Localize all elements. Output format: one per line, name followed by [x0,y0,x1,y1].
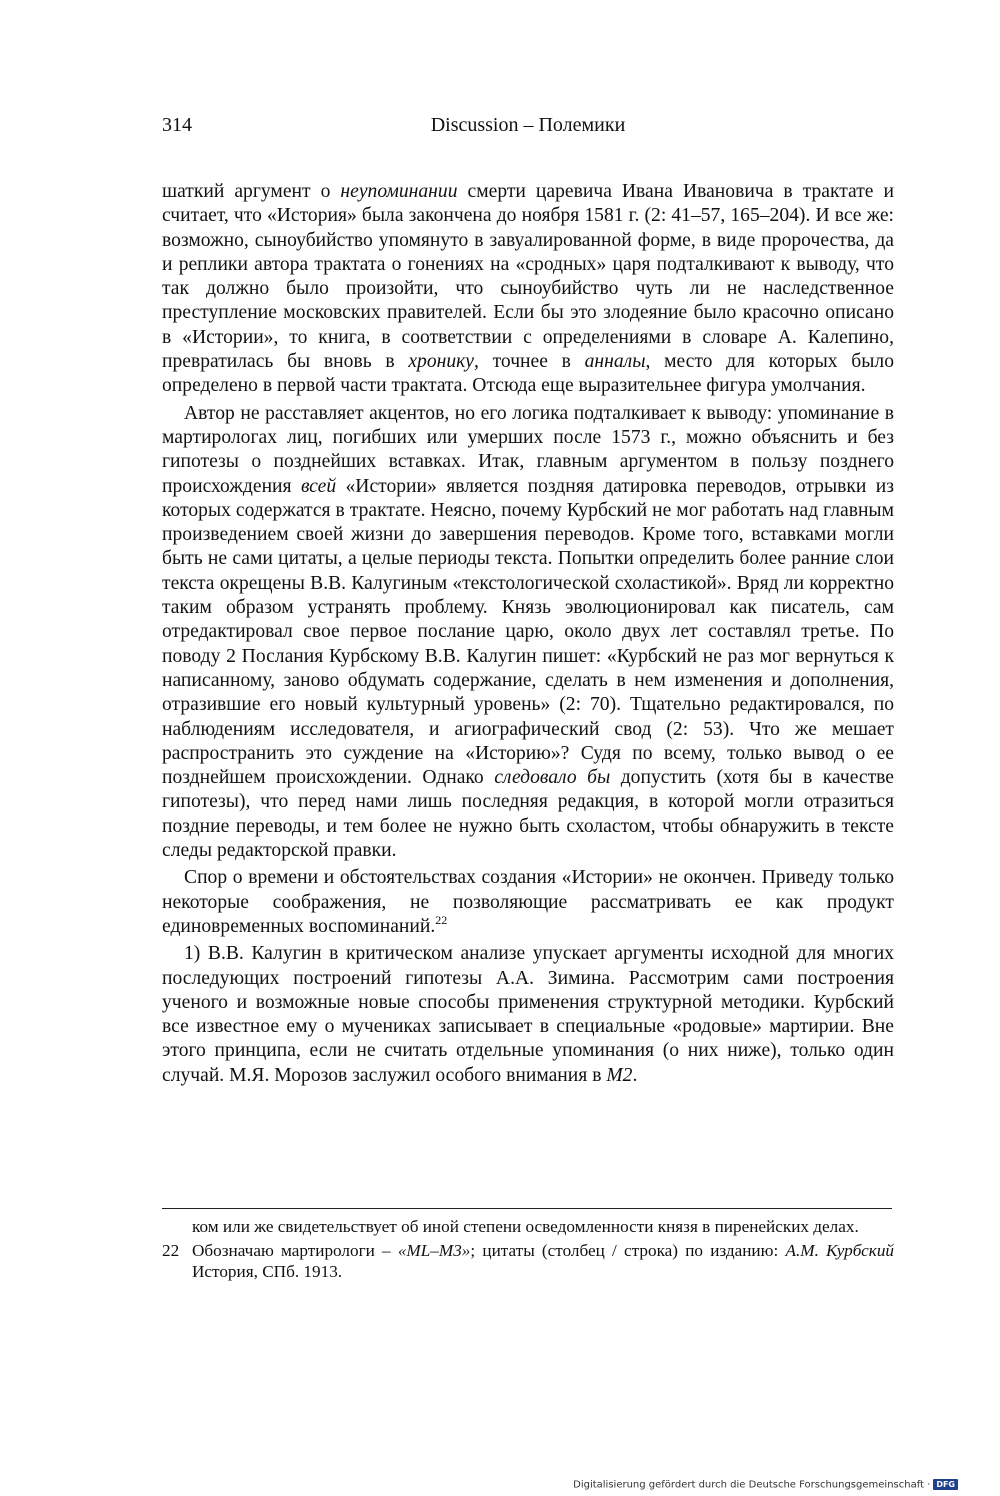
italic-run: анналы [584,351,646,373]
credit-text: Digitalisierung gefördert durch die Deutsche Forschungsgemeinschaft · [573,1479,931,1491]
paragraph-1: шаткий аргумент о неупоминании смерти царевича Ивана Ивановича в трактате и считает, что «История» была закончена до ноября 1581 г. (2: 41–57, 165–204). И все же: возможно, сыноубийство упомянуто в завуалированной форме, в виде пророчества, да и реплики автора трактата о гонениях на «сродных» царя подталкивают к выводу, что так должно было произойти, что сыноубийство чуть ли не наследственное преступление московских правителей. Если бы это злодеяние было красочно описано в «Истории», то книга, в соответствии с определениями в словаре А. Калепино, превратилась бы вновь в хронику, точнее в анналы, место для которых было определено в первой части трактата. Отсюда еще выразительнее фигура умолчания. [162,181,894,397]
main-text [162,180,894,1088]
page-number: 314 [162,114,192,136]
italic-run: А.М. Курбский [785,1240,895,1260]
footnote-text: Обозначаю мартирологи – «ML–M3»; цитаты (столбец / строка) по изданию: А.М. Курбский История, СПб. 1913. [192,1240,895,1281]
digitization-credit [573,1479,958,1491]
footnote-ref: 22 [435,912,448,927]
dfg-logo: DFG [933,1479,958,1490]
running-title: Discussion – Полемики [430,114,626,136]
paragraph-4: 1) В.В. Калугин в критическом анализе упускает аргументы исходной для многих последующих построений гипотезы А.А. Зимина. Рассмотрим сами построения ученого и возможные новые способы применения структурной методики. Курбский все известное ему о мучениках записывает в специальные «родовые» мартирии. Вне этого принципа, если не считать отдельные упоминания (о них ниже), только один случай. М.Я. Морозов заслужил особого внимания в M2. [162,943,894,1086]
paragraph-2: Автор не расставляет акцентов, но его логика подталкивает к выводу: упоминание в мартирологах лиц, погибших или умерших после 1573 г., можно объяснить и без гипотезы о позднейших вставках. Итак, главным аргументом в пользу позднего происхождения всей «Истории» является поздняя датировка переводов, отрывки из которых содержатся в трактате. Неясно, почему Курбский не мог работать над главным произведением своей жизни до завершения переводов. Кроме того, вставками могли быть не сами цитаты, а целые периоды текста. Попытки определить более ранние слои текста окрещены В.В. Калугиным «текстологической схоластикой». Вряд ли корректно таким образом устранять проблему. Князь эволюционировал как писатель, сам отредактировал свое первое послание царю, около двух лет составлял третье. По поводу 2 Послания Курбскому В.В. Калугин пишет: «Курбский не раз мог вернуться к написанному, заново обдумать содержание, сделать в нем изменения и дополнения, отразившие его новый культурный уровень» (2: 70). Тщательно редактировался, по наблюдениям исследователя, и агиографический свод (2: 53). Что же мешает распространить это суждение на «Историю»? Судя по всему, только вывод о ее позднейшем происхождении. Однако следовало бы допустить (хотя бы в качестве гипотезы), что перед нами лишь последняя редакция, в которой могли отразиться поздние переводы, и тем более не нужно быть схоластом, чтобы обнаружить в тексте следы редакторской правки. [162,402,894,862]
footnote-number: 22 [162,1240,180,1260]
italic-run: хронику [408,351,474,373]
italic-run: M2 [606,1064,633,1086]
paragraph-3: Спор о времени и обстоятельствах создания «Истории» не окончен. Приведу только некоторые соображения, не позволяющие рассматривать ее как продукт единовременных воспоминаний.$^{22}$ [162,867,894,937]
italic-run: «ML–M3» [397,1240,471,1260]
italic-run: всей [300,475,337,497]
footnote-continuation: ком или же свидетельствует об иной степени осведомленности князя в пиренейских делах. [192,1217,859,1236]
italic-run: следовало бы [494,767,611,789]
footnote-22 [162,1240,894,1283]
footnotes [162,1216,894,1283]
italic-run: неупоминании [340,181,458,202]
footnote-rule [162,1208,892,1209]
page-header [162,114,894,144]
